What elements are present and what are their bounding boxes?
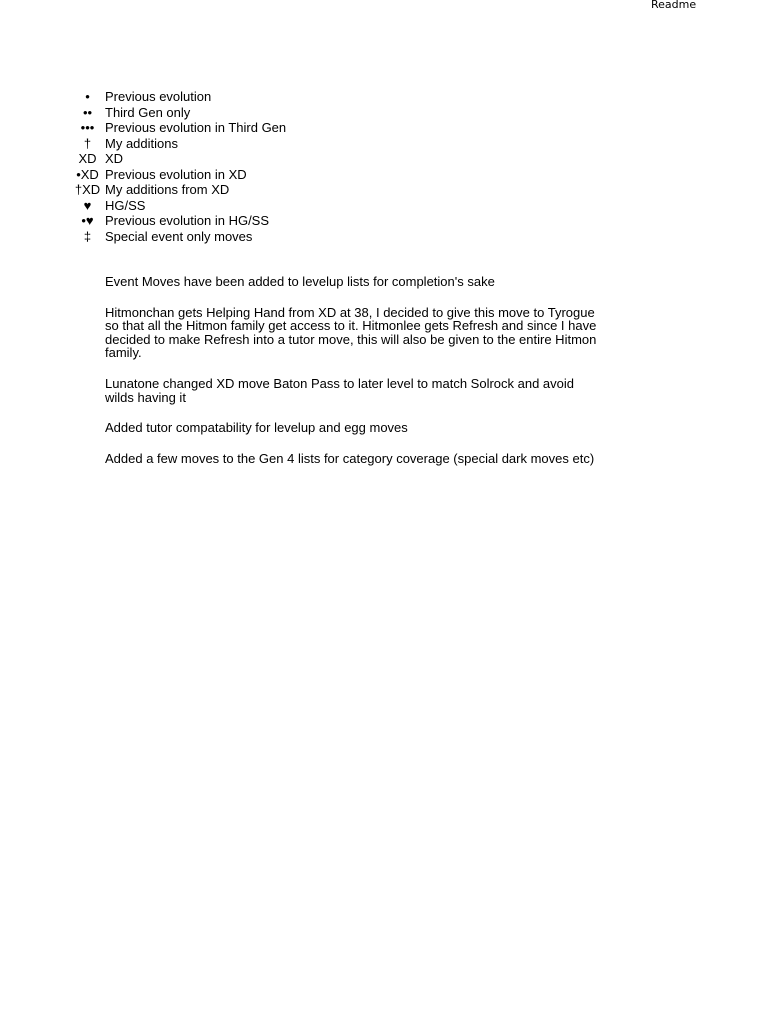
legend-symbol: •XD (76, 166, 99, 182)
legend-symbol: ♥ (83, 197, 92, 213)
legend-label: My additions from XD (105, 182, 230, 197)
legend-label: Previous evolution in Third Gen (105, 120, 287, 135)
legend-row (70, 136, 286, 152)
legend-row (70, 120, 286, 136)
note-paragraph: Hitmonchan gets Helping Hand from XD at 38, I decided to give this move to Tyrogue so that all the Hitmon family get access to it. Hitmonlee gets Refresh and since I have decided to make Refresh into a tutor move, this will also be given to the entire Hitmon family. (105, 304, 597, 361)
legend-row (70, 151, 286, 167)
legend-row (70, 198, 286, 214)
legend-label: HG/SS (105, 197, 146, 213)
symbol-legend (70, 89, 286, 244)
note-paragraph: Event Moves have been added to levelup lists for completion's sake (105, 274, 495, 289)
legend-label: Previous evolution in HG/SS (105, 213, 270, 228)
legend-label: XD (105, 151, 124, 166)
legend-row (70, 213, 286, 229)
legend-symbol: •• (82, 104, 93, 120)
legend-symbol: †XD (74, 182, 101, 197)
legend-symbol: • (85, 89, 90, 104)
notes-section (105, 275, 605, 482)
legend-symbol: ‡ (83, 228, 92, 244)
legend-label: My additions (105, 135, 178, 151)
note-paragraph: Lunatone changed XD move Baton Pass to later level to match Solrock and avoid wilds having it (105, 375, 575, 405)
legend-label: Previous evolution in XD (105, 166, 247, 182)
legend-row (70, 167, 286, 183)
legend-label: Special event only moves (105, 228, 253, 244)
legend-row (70, 229, 286, 245)
legend-label: Previous evolution (105, 89, 212, 104)
legend-symbol: ••• (80, 120, 95, 135)
note-paragraph: Added a few moves to the Gen 4 lists for category coverage (special dark moves etc) (105, 450, 595, 466)
legend-symbol: •♥ (81, 213, 94, 228)
document-title: Readme (651, 0, 697, 11)
legend-row (70, 182, 286, 198)
note-paragraph: Added tutor compatability for levelup and egg moves (105, 420, 408, 436)
legend-symbol: † (83, 135, 92, 151)
legend-label: Third Gen only (105, 104, 191, 120)
legend-symbol: XD (78, 151, 97, 166)
legend-row (70, 105, 286, 121)
legend-row (70, 89, 286, 105)
